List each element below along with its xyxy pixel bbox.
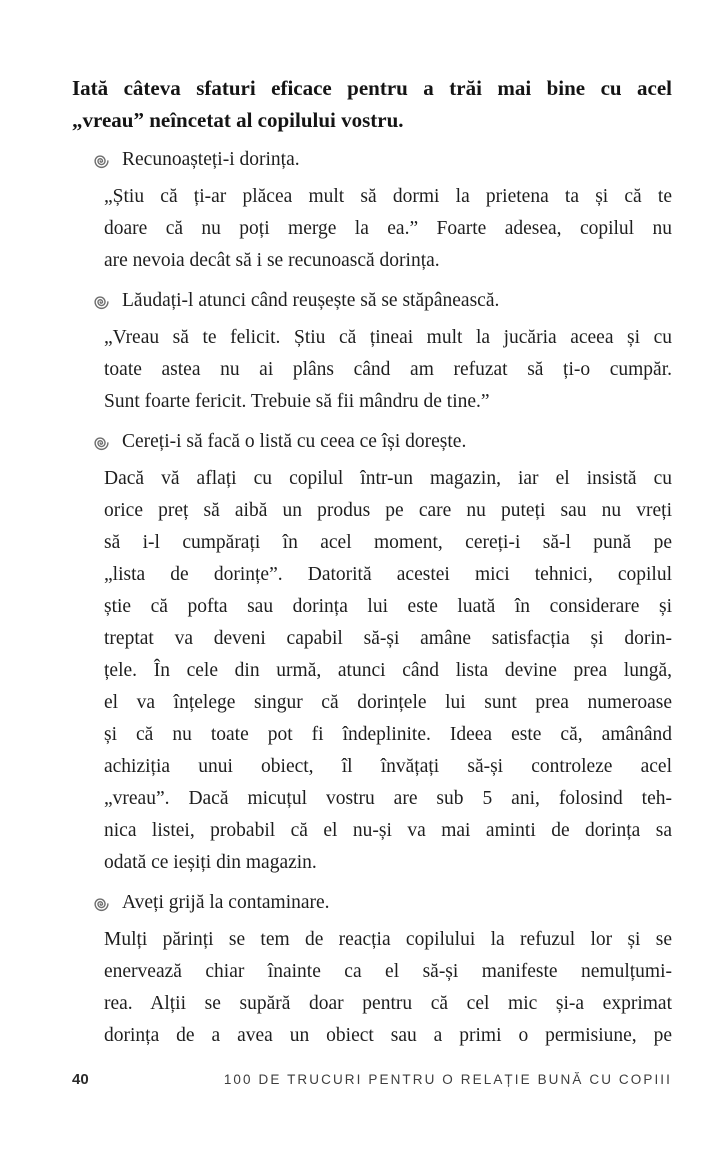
body-line: și că nu toate pot fi îndeplinite. Ideea este că, amânând (104, 724, 672, 745)
body-line: să i-l cumpărați în acel moment, cereți-i să-l pună pe (104, 532, 672, 553)
tip-paragraph (104, 463, 672, 879)
tip-item (72, 144, 672, 277)
body-line: el va înțelege singur că dorințele lui sunt prea numeroase (104, 692, 672, 713)
spiral-bullet-icon (93, 152, 110, 170)
page-number: 40 (72, 1071, 89, 1088)
body-line: are nevoia decât să i se recunoască dorința. (104, 250, 440, 271)
page-footer (72, 1071, 672, 1088)
heading-line-2: „vreau” neîncetat al copilului vostru. (72, 108, 404, 132)
body-line: doare că nu poți merge la ea.” Foarte adesea, copilul nu (104, 218, 672, 239)
heading-line-1: Iată câteva sfaturi eficace pentru a trăi mai bine cu acel (72, 76, 672, 100)
body-line: treptat va deveni capabil să-și amâne satisfacția și dorin- (104, 628, 672, 649)
body-line: știe că pofta sau dorința lui este luată în considerare și (104, 596, 672, 617)
spiral-bullet-icon (93, 895, 110, 913)
tip-title: Lăudați-l atunci când reușește să se stăpânească. (122, 290, 500, 311)
tip-item (72, 426, 672, 879)
body-line: orice preț să aibă un produs pe care nu puteți sau nu vreți (104, 500, 672, 521)
tip-title: Cereți-i să facă o listă cu ceea ce își dorește. (122, 431, 467, 452)
spiral-bullet-icon (93, 293, 110, 311)
body-line: toate astea nu ai plâns când am refuzat să ți-o cumpăr. (104, 359, 672, 380)
tip-title: Recunoașteți-i dorința. (122, 149, 300, 170)
body-line: țele. În cele din urmă, atunci când lista devine prea lungă, (104, 660, 672, 681)
body-line: „Știu că ți-ar plăcea mult să dormi la prietena ta și că te (104, 186, 672, 207)
body-line: achiziția unui obiect, îl învățați să-și controleze acel (104, 756, 672, 777)
body-line: „vreau”. Dacă micuțul vostru are sub 5 ani, folosind teh- (104, 788, 672, 809)
body-line: enervează chiar înainte ca el să-și manifeste nemulțumi- (104, 961, 672, 982)
tip-item (72, 887, 672, 1052)
body-line: Mulți părinți se tem de reacția copilului la refuzul lor și se (104, 929, 672, 950)
tip-title: Aveți grijă la contaminare. (122, 892, 330, 913)
body-line: dorința de a avea un obiect sau a primi o permisiune, pe (104, 1025, 672, 1046)
spiral-bullet-icon (93, 434, 110, 452)
body-line: odată ce ieșiți din magazin. (104, 852, 317, 873)
body-line: „lista de dorințe”. Datorită acestei mici tehnici, copilul (104, 564, 672, 585)
tip-paragraph (104, 322, 672, 418)
body-line: nica listei, probabil că el nu-și va mai aminti de dorința sa (104, 820, 672, 841)
running-title: 100 DE TRUCURI PENTRU O RELAȚIE BUNĂ CU COPIII (223, 1072, 672, 1087)
body-line: rea. Alții se supără doar pentru că cel mic și-a exprimat (104, 993, 672, 1014)
tip-paragraph (104, 181, 672, 277)
tip-item (72, 285, 672, 418)
body-line: Sunt foarte fericit. Trebuie să fii mândru de tine.” (104, 391, 490, 412)
section-heading (72, 72, 672, 136)
body-line: Dacă vă aflați cu copilul într-un magazin, iar el insistă cu (104, 468, 672, 489)
body-line: „Vreau să te felicit. Știu că țineai mult la jucăria aceea și cu (104, 327, 672, 348)
tips-list (72, 144, 672, 1052)
tip-paragraph (104, 924, 672, 1052)
